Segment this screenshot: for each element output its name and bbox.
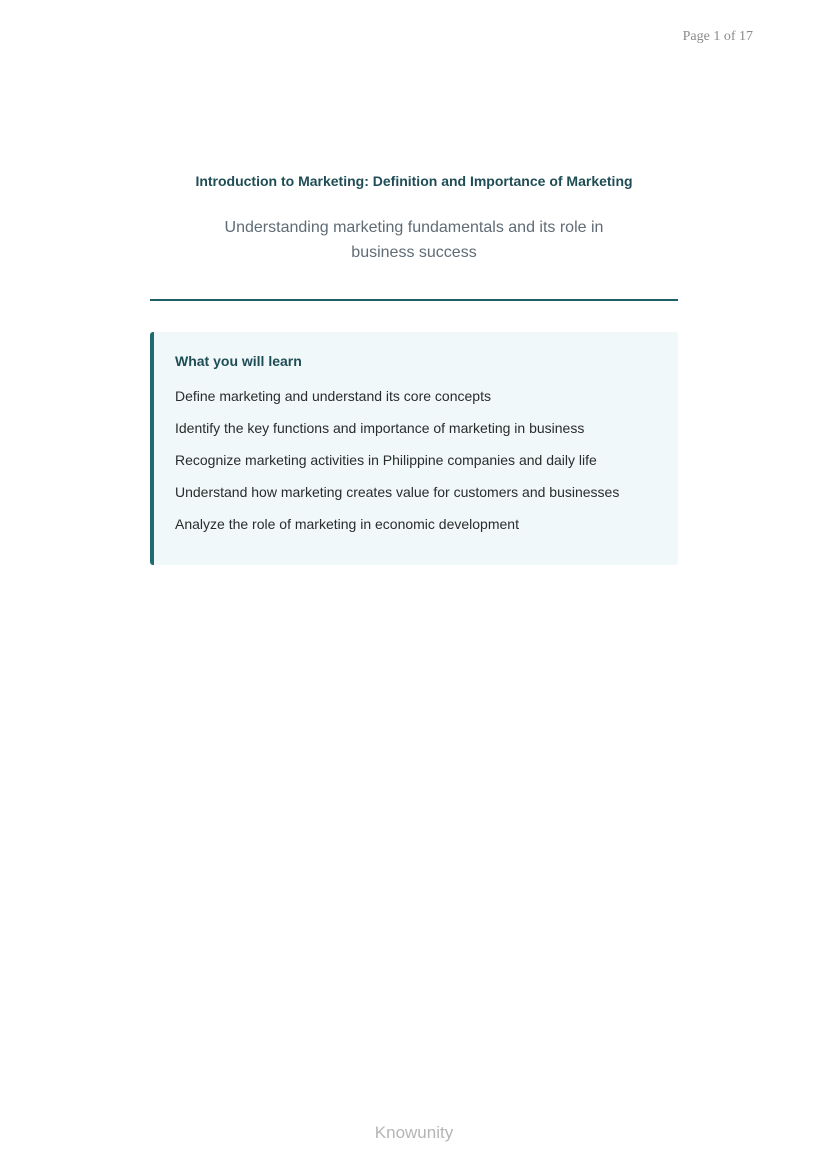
learning-objective-item: Analyze the role of marketing in economic development	[175, 516, 519, 532]
document-title: Introduction to Marketing: Definition and Importance of Marketing	[195, 173, 633, 189]
learning-objective-item: Identify the key functions and importance of marketing in business	[175, 420, 585, 436]
learning-objective-item: Define marketing and understand its core concepts	[175, 388, 491, 404]
learning-objectives-heading: What you will learn	[175, 353, 302, 369]
learning-objectives-box	[150, 332, 678, 565]
footer-brand: Knowunity	[374, 1123, 454, 1142]
learning-objective-item: Recognize marketing activities in Philippine companies and daily life	[175, 452, 597, 468]
learning-objectives-list	[175, 387, 619, 547]
learning-objective-item: Understand how marketing creates value for customers and businesses	[175, 484, 620, 500]
title-divider	[150, 299, 678, 301]
document-subtitle: Understanding marketing fundamentals and its role in business success	[224, 219, 604, 261]
page-number: Page 1 of 17	[682, 29, 753, 44]
